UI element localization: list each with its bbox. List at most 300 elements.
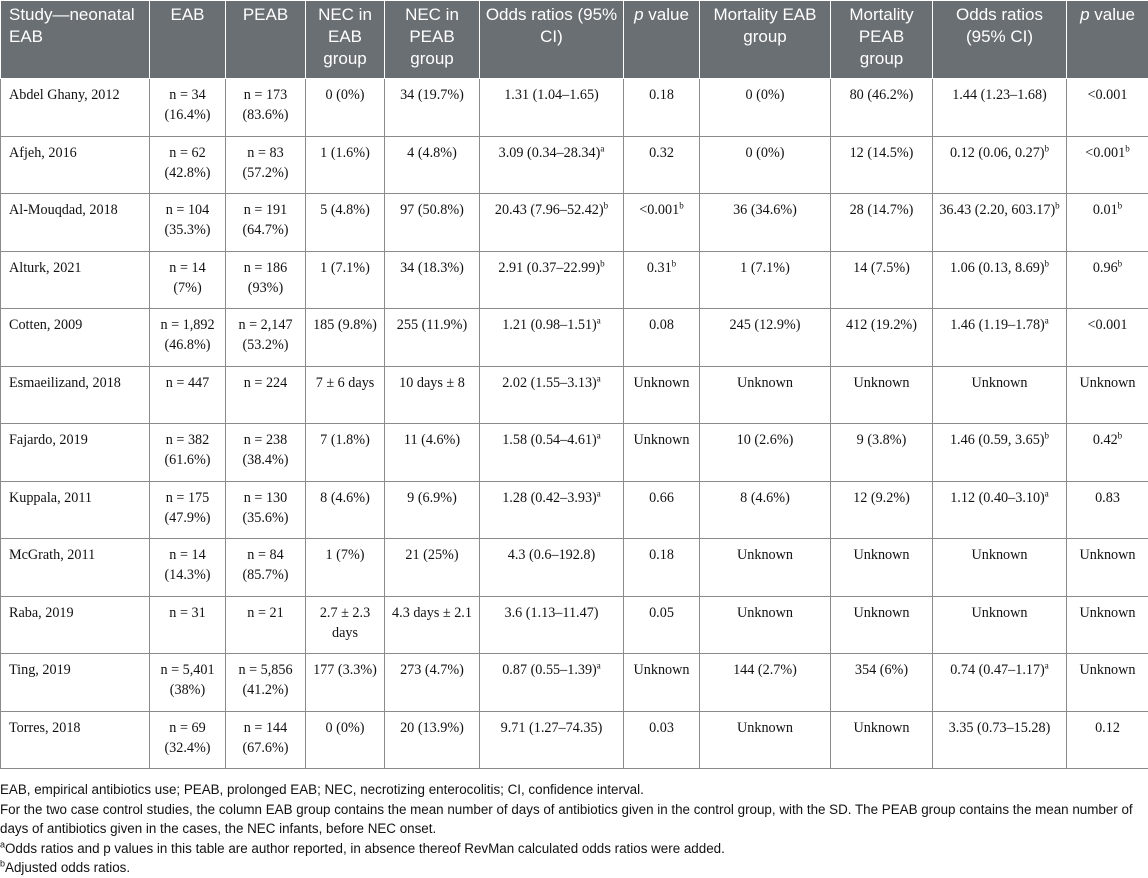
header-nec-eab: NEC in EAB group (306, 1, 385, 79)
footnote-a-mark: a (0, 839, 5, 849)
p-value-mortality-cell (1067, 194, 1148, 252)
peab-cell-text: n = 224 (244, 375, 287, 391)
p-value-nec-cell (624, 424, 700, 482)
odds-ratio-nec-cell (480, 366, 624, 424)
p-value-nec-cell (624, 309, 700, 367)
nec-peab-cell (385, 596, 480, 654)
nec-peab-cell (385, 194, 480, 252)
peab-cell-text: n = 238 (38.4%) (242, 432, 288, 468)
table-row (1, 711, 1148, 769)
nec-eab-cell-text: 7 ± 6 days (316, 375, 375, 391)
nec-peab-cell-text: 34 (19.7%) (400, 87, 464, 103)
odds-ratio-nec-cell (480, 539, 624, 597)
p-value-mortality-cell-text: Unknown (1080, 547, 1136, 563)
nec-eab-cell-text: 1 (1.6%) (320, 145, 370, 161)
mortality-eab-cell-text: 144 (2.7%) (733, 662, 797, 678)
table-body (1, 79, 1148, 769)
nec-eab-cell (306, 194, 385, 252)
nec-peab-cell-text: 4 (4.8%) (407, 145, 457, 161)
p-value-nec-cell (624, 79, 700, 137)
eab-cell-text: n = 447 (166, 375, 209, 391)
odds-ratio-nec-cell-text: 1.21 (0.98–1.51) (502, 317, 597, 333)
footnote-marker: a (1045, 315, 1049, 325)
p-value-nec-cell-text: 0.32 (649, 145, 674, 161)
odds-ratio-mortality-cell (933, 596, 1067, 654)
nec-eab-cell-text: 0 (0%) (325, 87, 364, 103)
odds-ratio-nec-cell-text: 1.28 (0.42–3.93) (502, 490, 597, 506)
header-p-value-mortality (1067, 1, 1148, 79)
mortality-peab-cell (831, 654, 933, 712)
odds-ratio-mortality-cell (933, 194, 1067, 252)
odds-ratio-nec-cell-text: 2.02 (1.55–3.13) (502, 375, 597, 391)
p-value-mortality-cell (1067, 481, 1148, 539)
mortality-eab-cell-text: Unknown (737, 605, 793, 621)
mortality-eab-cell (700, 251, 831, 309)
table-row (1, 366, 1148, 424)
nec-eab-cell (306, 424, 385, 482)
header-odds-ratio-nec: Odds ratios (95% CI) (480, 1, 624, 79)
study-cell (1, 654, 150, 712)
mortality-peab-cell (831, 366, 933, 424)
mortality-eab-cell-text: 245 (12.9%) (730, 317, 801, 333)
p-value-nec-cell (624, 596, 700, 654)
odds-ratio-mortality-cell-text: Unknown (972, 375, 1028, 391)
nec-eab-cell-text: 185 (9.8%) (313, 317, 377, 333)
study-cell (1, 424, 150, 482)
odds-ratio-mortality-cell-text: 1.46 (1.19–1.78) (950, 317, 1045, 333)
peab-cell (226, 481, 306, 539)
mortality-eab-cell-text: Unknown (737, 720, 793, 736)
study-cell-text: Afjeh, 2016 (9, 145, 77, 161)
study-cell (1, 194, 150, 252)
peab-cell (226, 194, 306, 252)
eab-cell (150, 136, 226, 194)
study-cell-text: Abdel Ghany, 2012 (9, 87, 120, 103)
odds-ratio-mortality-cell-text: 1.06 (0.13, 8.69) (950, 260, 1045, 276)
p-value-mortality-cell (1067, 539, 1148, 597)
odds-ratio-nec-cell (480, 194, 624, 252)
p-value-nec-cell (624, 481, 700, 539)
odds-ratio-nec-cell-text: 9.71 (1.27–74.35) (501, 720, 603, 736)
nec-eab-cell-text: 7 (1.8%) (320, 432, 370, 448)
footnote-marker: a (597, 373, 601, 383)
p-value-mortality-cell-text: Unknown (1080, 605, 1136, 621)
nec-eab-cell (306, 481, 385, 539)
study-cell (1, 596, 150, 654)
study-cell-text: Esmaeilizand, 2018 (9, 375, 121, 391)
footnote-marker: a (1045, 488, 1049, 498)
mortality-peab-cell-text: 9 (3.8%) (857, 432, 907, 448)
header-peab: PEAB (226, 1, 306, 79)
p-value-mortality-cell-text: <0.001 (1085, 145, 1125, 161)
nec-peab-cell-text: 20 (13.9%) (400, 720, 464, 736)
nec-eab-cell-text: 8 (4.6%) (320, 490, 370, 506)
eab-cell (150, 194, 226, 252)
eab-cell-text: n = 5,401 (38%) (160, 662, 214, 698)
mortality-peab-cell-text: 80 (46.2%) (850, 87, 914, 103)
mortality-peab-cell-text: 12 (9.2%) (853, 490, 910, 506)
mortality-eab-cell (700, 596, 831, 654)
table-row (1, 424, 1148, 482)
mortality-peab-cell-text: 12 (14.5%) (850, 145, 914, 161)
header-row (1, 1, 1148, 79)
header-nec-peab: NEC in PEAB group (385, 1, 480, 79)
nec-eab-cell (306, 596, 385, 654)
footnote-marker: b (604, 200, 609, 210)
odds-ratio-mortality-cell-text: 3.35 (0.73–15.28) (949, 720, 1051, 736)
mortality-peab-cell (831, 596, 933, 654)
eab-cell (150, 366, 226, 424)
mortality-eab-cell (700, 424, 831, 482)
footnote-marker: b (1118, 430, 1123, 440)
table-row (1, 539, 1148, 597)
footnote-marker: a (597, 315, 601, 325)
nec-peab-cell-text: 10 days ± 8 (399, 375, 465, 391)
footnote-marker: b (1125, 143, 1130, 153)
p-value-mortality-cell (1067, 309, 1148, 367)
nec-eab-cell-text: 5 (4.8%) (320, 202, 370, 218)
peab-cell (226, 539, 306, 597)
eab-cell-text: n = 34 (16.4%) (164, 87, 210, 123)
study-cell (1, 711, 150, 769)
study-cell-text: Al-Mouqdad, 2018 (9, 202, 118, 218)
mortality-eab-cell-text: 36 (34.6%) (733, 202, 797, 218)
nec-peab-cell (385, 654, 480, 712)
p-value-nec-cell-text: 0.05 (649, 605, 674, 621)
nec-peab-cell (385, 251, 480, 309)
mortality-peab-cell (831, 481, 933, 539)
header-p-value-text: p value (634, 5, 689, 24)
mortality-peab-cell (831, 79, 933, 137)
study-cell (1, 309, 150, 367)
odds-ratio-nec-cell-text: 20.43 (7.96–52.42) (495, 202, 604, 218)
footnote-marker: b (1118, 200, 1123, 210)
p-value-mortality-cell-text: <0.001 (1088, 317, 1128, 333)
eab-cell-text: n = 31 (169, 605, 205, 621)
p-value-nec-cell (624, 251, 700, 309)
odds-ratio-mortality-cell (933, 136, 1067, 194)
p-value-nec-cell (624, 194, 700, 252)
mortality-eab-cell-text: Unknown (737, 375, 793, 391)
nec-peab-cell-text: 11 (4.6%) (404, 432, 460, 448)
mortality-peab-cell-text: 14 (7.5%) (853, 260, 910, 276)
table-row (1, 596, 1148, 654)
peab-cell (226, 366, 306, 424)
table-row (1, 136, 1148, 194)
odds-ratio-nec-cell (480, 654, 624, 712)
odds-ratio-nec-cell-text: 4.3 (0.6–192.8) (508, 547, 595, 563)
p-value-mortality-cell (1067, 136, 1148, 194)
footnote-abbreviations: EAB, empirical antibiotics use; PEAB, prolonged EAB; NEC, necrotizing enterocolitis; CI, confidence interval. (0, 780, 1148, 800)
study-cell-text: McGrath, 2011 (9, 547, 95, 563)
odds-ratio-mortality-cell-text: 36.43 (2.20, 603.17) (939, 202, 1055, 218)
p-value-nec-cell (624, 539, 700, 597)
odds-ratio-mortality-cell-text: Unknown (972, 547, 1028, 563)
peab-cell-text: n = 191 (64.7%) (242, 202, 288, 238)
mortality-eab-cell (700, 136, 831, 194)
table-row (1, 481, 1148, 539)
nec-eab-cell (306, 654, 385, 712)
peab-cell-text: n = 5,856 (41.2%) (238, 662, 292, 698)
footnote-marker: b (1118, 258, 1123, 268)
nec-peab-cell (385, 366, 480, 424)
eab-cell (150, 79, 226, 137)
p-value-nec-cell-text: Unknown (634, 432, 690, 448)
mortality-peab-cell (831, 711, 933, 769)
nec-peab-cell (385, 79, 480, 137)
p-value-nec-cell (624, 136, 700, 194)
mortality-peab-cell (831, 194, 933, 252)
nec-peab-cell-text: 34 (18.3%) (400, 260, 464, 276)
odds-ratio-nec-cell-text: 1.58 (0.54–4.61) (502, 432, 597, 448)
p-value-nec-cell-text: 0.31 (647, 260, 672, 276)
mortality-peab-cell (831, 539, 933, 597)
header-odds-ratio-mortality: Odds ratios (95% CI) (933, 1, 1067, 79)
table-footnotes (0, 769, 1148, 878)
mortality-peab-cell-text: 354 (6%) (855, 662, 908, 678)
odds-ratio-mortality-cell-text: Unknown (972, 605, 1028, 621)
mortality-eab-cell (700, 309, 831, 367)
study-cell (1, 539, 150, 597)
p-value-mortality-cell (1067, 596, 1148, 654)
header-p-value-text: p value (1080, 5, 1135, 24)
odds-ratio-mortality-cell-text: 1.44 (1.23–1.68) (952, 87, 1047, 103)
nec-peab-cell-text: 4.3 days ± 2.1 (392, 605, 472, 621)
peab-cell (226, 596, 306, 654)
mortality-eab-cell (700, 194, 831, 252)
footnote-marker: a (600, 143, 604, 153)
mortality-eab-cell-text: 10 (2.6%) (737, 432, 794, 448)
footnote-a-text: Odds ratios and p values in this table are author reported, in absence thereof RevMan calculated odds ratios were added. (5, 841, 725, 856)
mortality-eab-cell (700, 654, 831, 712)
eab-cell-text: n = 14 (7%) (169, 260, 205, 296)
mortality-eab-cell (700, 539, 831, 597)
odds-ratio-mortality-cell (933, 539, 1067, 597)
study-cell-text: Kuppala, 2011 (9, 490, 92, 506)
p-value-mortality-cell-text: 0.01 (1093, 202, 1118, 218)
table-row (1, 194, 1148, 252)
study-cell-text: Ting, 2019 (9, 662, 71, 678)
mortality-peab-cell-text: 28 (14.7%) (850, 202, 914, 218)
study-cell (1, 251, 150, 309)
header-study: Study—neonatal EAB (1, 1, 150, 79)
eab-cell (150, 596, 226, 654)
study-cell-text: Fajardo, 2019 (9, 432, 88, 448)
mortality-eab-cell-text: 1 (7.1%) (740, 260, 790, 276)
odds-ratio-mortality-cell (933, 309, 1067, 367)
odds-ratio-nec-cell-text: 3.6 (1.13–11.47) (504, 605, 598, 621)
nec-eab-cell-text: 1 (7.1%) (320, 260, 370, 276)
mortality-eab-cell (700, 481, 831, 539)
footnote-marker: b (672, 258, 677, 268)
study-cell (1, 366, 150, 424)
odds-ratio-mortality-cell (933, 481, 1067, 539)
header-eab: EAB (150, 1, 226, 79)
peab-cell (226, 136, 306, 194)
mortality-peab-cell (831, 251, 933, 309)
footnote-b-mark: b (0, 859, 5, 869)
peab-cell-text: n = 83 (57.2%) (242, 145, 288, 181)
p-value-mortality-cell-text: <0.001 (1088, 87, 1128, 103)
odds-ratio-mortality-cell (933, 654, 1067, 712)
nec-eab-cell (306, 309, 385, 367)
eab-cell-text: n = 175 (47.9%) (164, 490, 210, 526)
mortality-eab-cell-text: Unknown (737, 547, 793, 563)
odds-ratio-nec-cell (480, 481, 624, 539)
eab-cell (150, 539, 226, 597)
footnote-marker: b (600, 258, 605, 268)
eab-cell (150, 711, 226, 769)
mortality-eab-cell (700, 366, 831, 424)
p-value-mortality-cell-text: 0.83 (1095, 490, 1120, 506)
eab-cell-text: n = 382 (61.6%) (164, 432, 210, 468)
study-cell (1, 481, 150, 539)
eab-cell (150, 654, 226, 712)
footnote-marker: a (597, 430, 601, 440)
header-mortality-eab: Mortality EAB group (700, 1, 831, 79)
nec-eab-cell (306, 251, 385, 309)
p-value-mortality-cell (1067, 424, 1148, 482)
nec-peab-cell-text: 9 (6.9%) (407, 490, 457, 506)
odds-ratio-nec-cell (480, 424, 624, 482)
nec-eab-cell (306, 539, 385, 597)
nec-eab-cell (306, 711, 385, 769)
mortality-peab-cell-text: Unknown (854, 720, 910, 736)
mortality-peab-cell-text: Unknown (854, 375, 910, 391)
p-value-nec-cell-text: 0.03 (649, 720, 674, 736)
peab-cell-text: n = 144 (67.6%) (242, 720, 288, 756)
peab-cell (226, 309, 306, 367)
odds-ratio-nec-cell (480, 136, 624, 194)
mortality-eab-cell (700, 711, 831, 769)
mortality-eab-cell (700, 79, 831, 137)
eab-cell-text: n = 69 (32.4%) (164, 720, 210, 756)
odds-ratio-mortality-cell (933, 251, 1067, 309)
mortality-peab-cell-text: 412 (19.2%) (846, 317, 917, 333)
odds-ratio-nec-cell (480, 711, 624, 769)
nec-peab-cell-text: 97 (50.8%) (400, 202, 464, 218)
odds-ratio-mortality-cell (933, 711, 1067, 769)
odds-ratio-mortality-cell-text: 1.12 (0.40–3.10) (950, 490, 1045, 506)
odds-ratio-nec-cell (480, 309, 624, 367)
eab-cell (150, 481, 226, 539)
p-value-mortality-cell (1067, 366, 1148, 424)
footnote-marker: b (1045, 430, 1050, 440)
eab-cell-text: n = 104 (35.3%) (164, 202, 210, 238)
odds-ratio-nec-cell (480, 79, 624, 137)
study-cell-text: Alturk, 2021 (9, 260, 82, 276)
nec-peab-cell-text: 21 (25%) (405, 547, 458, 563)
p-value-nec-cell-text: <0.001 (639, 202, 679, 218)
peab-cell (226, 711, 306, 769)
odds-ratio-nec-cell-text: 2.91 (0.37–22.99) (498, 260, 600, 276)
p-value-mortality-cell (1067, 79, 1148, 137)
footnote-marker: b (1055, 200, 1060, 210)
footnote-b-text: Adjusted odds ratios. (5, 860, 130, 875)
p-value-mortality-cell-text: Unknown (1080, 375, 1136, 391)
mortality-eab-cell-text: 8 (4.6%) (740, 490, 790, 506)
study-cell-text: Raba, 2019 (9, 605, 74, 621)
odds-ratio-nec-cell (480, 251, 624, 309)
p-value-nec-cell-text: 0.08 (649, 317, 674, 333)
nec-peab-cell (385, 539, 480, 597)
odds-ratio-nec-cell-text: 0.87 (0.55–1.39) (502, 662, 597, 678)
nec-eab-cell (306, 366, 385, 424)
peab-cell-text: n = 2,147 (53.2%) (238, 317, 292, 353)
p-value-mortality-cell (1067, 711, 1148, 769)
table-row (1, 251, 1148, 309)
mortality-eab-cell-text: 0 (0%) (745, 87, 784, 103)
nec-eab-cell-text: 1 (7%) (325, 547, 364, 563)
nec-peab-cell-text: 273 (4.7%) (400, 662, 464, 678)
footnote-b (0, 858, 1148, 878)
nec-peab-cell (385, 481, 480, 539)
p-value-nec-cell-text: 0.18 (649, 87, 674, 103)
footnote-marker: b (679, 200, 684, 210)
p-value-mortality-cell-text: 0.96 (1093, 260, 1118, 276)
mortality-peab-cell-text: Unknown (854, 547, 910, 563)
p-value-nec-cell (624, 366, 700, 424)
p-value-nec-cell-text: 0.18 (649, 547, 674, 563)
study-cell-text: Cotten, 2009 (9, 317, 82, 333)
p-value-nec-cell-text: Unknown (634, 375, 690, 391)
p-value-mortality-cell-text: Unknown (1080, 662, 1136, 678)
eab-cell-text: n = 1,892 (46.8%) (160, 317, 214, 353)
mortality-peab-cell-text: Unknown (854, 605, 910, 621)
nec-eab-cell-text: 0 (0%) (325, 720, 364, 736)
header-mortality-peab: Mortality PEAB group (831, 1, 933, 79)
mortality-peab-cell (831, 136, 933, 194)
footnote-marker: a (1045, 660, 1049, 670)
odds-ratio-nec-cell-text: 1.31 (1.04–1.65) (504, 87, 599, 103)
peab-cell-text: n = 173 (83.6%) (242, 87, 288, 123)
eab-cell-text: n = 62 (42.8%) (164, 145, 210, 181)
nec-peab-cell (385, 711, 480, 769)
eab-cell-text: n = 14 (14.3%) (164, 547, 210, 583)
mortality-peab-cell (831, 309, 933, 367)
odds-ratio-mortality-cell-text: 0.74 (0.47–1.17) (950, 662, 1045, 678)
table-row (1, 309, 1148, 367)
odds-ratio-nec-cell-text: 3.09 (0.34–28.34) (499, 145, 601, 161)
p-value-nec-cell-text: Unknown (634, 662, 690, 678)
table-row (1, 79, 1148, 137)
p-value-nec-cell (624, 654, 700, 712)
peab-cell-text: n = 130 (35.6%) (242, 490, 288, 526)
nec-eab-cell-text: 177 (3.3%) (313, 662, 377, 678)
peab-cell-text: n = 21 (247, 605, 283, 621)
peab-cell (226, 251, 306, 309)
p-value-mortality-cell (1067, 251, 1148, 309)
p-value-nec-cell-text: 0.66 (649, 490, 674, 506)
odds-ratio-mortality-cell (933, 424, 1067, 482)
footnote-marker: b (1045, 143, 1050, 153)
study-cell (1, 79, 150, 137)
p-value-nec-cell (624, 711, 700, 769)
footnote-a (0, 839, 1148, 859)
odds-ratio-mortality-cell-text: 1.46 (0.59, 3.65) (950, 432, 1045, 448)
eab-cell (150, 309, 226, 367)
study-cell (1, 136, 150, 194)
nec-peab-cell-text: 255 (11.9%) (397, 317, 467, 333)
odds-ratio-mortality-cell-text: 0.12 (0.06, 0.27) (950, 145, 1045, 161)
table-row (1, 654, 1148, 712)
p-value-mortality-cell-text: 0.42 (1093, 432, 1118, 448)
study-cell-text: Torres, 2018 (9, 720, 81, 736)
nec-eab-cell (306, 136, 385, 194)
odds-ratio-mortality-cell (933, 79, 1067, 137)
footnote-marker: a (597, 488, 601, 498)
peab-cell-text: n = 84 (85.7%) (242, 547, 288, 583)
